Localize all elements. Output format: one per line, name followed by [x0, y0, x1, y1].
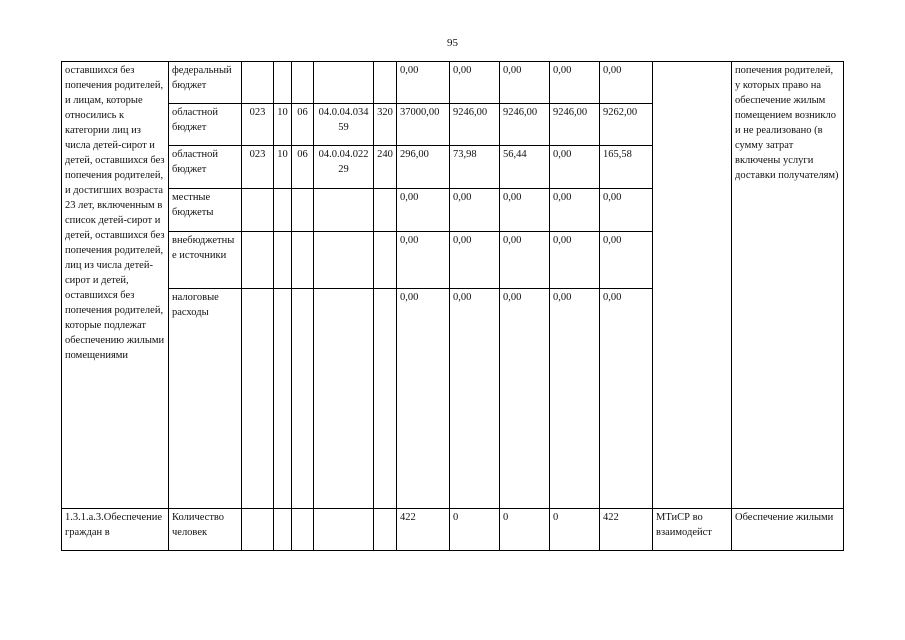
funding-source: федеральный бюджет — [169, 62, 242, 104]
empty-cell — [374, 509, 397, 551]
subsection-code — [292, 189, 314, 232]
executor-cell — [653, 62, 732, 509]
empty-cell — [292, 509, 314, 551]
amount-year-2: 9246,00 — [500, 104, 550, 146]
subsection-code — [292, 232, 314, 289]
amount-year-2: 56,44 — [500, 146, 550, 189]
funding-source: местные бюджеты — [169, 189, 242, 232]
measure-name: 1.3.1.а.3.Обеспечение граждан в — [62, 509, 169, 551]
section-code — [274, 232, 292, 289]
grbs-code: 023 — [242, 104, 274, 146]
grbs-code — [242, 62, 274, 104]
expense-type-code — [374, 62, 397, 104]
amount-total: 37000,00 — [397, 104, 450, 146]
page-number: 95 — [447, 37, 458, 49]
subsection-code: 06 — [292, 104, 314, 146]
section-code: 10 — [274, 146, 292, 189]
funding-source: областной бюджет — [169, 104, 242, 146]
section-code — [274, 289, 292, 509]
amount-year-2: 0,00 — [500, 189, 550, 232]
amount-total: 0,00 — [397, 289, 450, 509]
amount-year-2: 0,00 — [500, 289, 550, 509]
amount-year-4: 165,58 — [600, 146, 653, 189]
amount-year-1: 73,98 — [450, 146, 500, 189]
expense-type-code: 240 — [374, 146, 397, 189]
target-article-code — [314, 62, 374, 104]
indicator-year-1: 0 — [450, 509, 500, 551]
grbs-code — [242, 189, 274, 232]
indicator-year-2: 0 — [500, 509, 550, 551]
grbs-code: 023 — [242, 146, 274, 189]
section-code: 10 — [274, 104, 292, 146]
subsection-code — [292, 62, 314, 104]
funding-source: внебюджетные источники — [169, 232, 242, 289]
section-code — [274, 62, 292, 104]
amount-year-3: 0,00 — [550, 232, 600, 289]
result-description: попечения родителей, у которых право на обеспечение жилым помещением возникло и не реализовано (в сумму затрат включены услуги доставки получателям) — [732, 62, 844, 509]
amount-year-4: 9262,00 — [600, 104, 653, 146]
table-row — [62, 62, 844, 104]
amount-year-3: 0,00 — [550, 62, 600, 104]
amount-year-2: 0,00 — [500, 232, 550, 289]
table-row — [62, 509, 844, 551]
amount-year-3: 0,00 — [550, 146, 600, 189]
funding-source: областной бюджет — [169, 146, 242, 189]
empty-cell — [314, 509, 374, 551]
amount-year-3: 0,00 — [550, 289, 600, 509]
indicator-total: 422 — [397, 509, 450, 551]
amount-total: 0,00 — [397, 189, 450, 232]
amount-year-1: 0,00 — [450, 189, 500, 232]
amount-year-1: 0,00 — [450, 62, 500, 104]
target-article-code — [314, 232, 374, 289]
measure-description: оставшихся без попечения родителей, и лицам, которые относились к категории лиц из числа детей-сирот и детей, оставшихся без попечения родителей, и достигших возраста 23 лет, включенным в список детей-сирот и детей, оставшихся без попечения родителей, лиц из числа детей-сирот и детей, оставшихся без попечения родителей, которые подлежат обеспечению жилыми помещениями — [62, 62, 169, 509]
result-text: Обеспечение жилыми — [732, 509, 844, 551]
amount-year-3: 9246,00 — [550, 104, 600, 146]
target-article-code: 04.0.04.02229 — [314, 146, 374, 189]
amount-year-4: 0,00 — [600, 189, 653, 232]
target-article-code — [314, 289, 374, 509]
expense-type-code — [374, 189, 397, 232]
amount-total: 0,00 — [397, 62, 450, 104]
grbs-code — [242, 232, 274, 289]
subsection-code: 06 — [292, 146, 314, 189]
amount-year-4: 0,00 — [600, 289, 653, 509]
amount-total: 0,00 — [397, 232, 450, 289]
target-article-code: 04.0.04.03459 — [314, 104, 374, 146]
empty-cell — [274, 509, 292, 551]
section-code — [274, 189, 292, 232]
executor-name: МТиСР во взаимодейст — [653, 509, 732, 551]
budget-table — [61, 61, 844, 551]
amount-year-2: 0,00 — [500, 62, 550, 104]
expense-type-code: 320 — [374, 104, 397, 146]
amount-total: 296,00 — [397, 146, 450, 189]
amount-year-1: 0,00 — [450, 232, 500, 289]
grbs-code — [242, 289, 274, 509]
funding-source: налоговые расходы — [169, 289, 242, 509]
subsection-code — [292, 289, 314, 509]
amount-year-1: 9246,00 — [450, 104, 500, 146]
expense-type-code — [374, 289, 397, 509]
empty-cell — [242, 509, 274, 551]
expense-type-code — [374, 232, 397, 289]
indicator-year-4: 422 — [600, 509, 653, 551]
amount-year-3: 0,00 — [550, 189, 600, 232]
amount-year-4: 0,00 — [600, 62, 653, 104]
target-article-code — [314, 189, 374, 232]
amount-year-1: 0,00 — [450, 289, 500, 509]
indicator-year-3: 0 — [550, 509, 600, 551]
indicator-name: Количество человек — [169, 509, 242, 551]
amount-year-4: 0,00 — [600, 232, 653, 289]
